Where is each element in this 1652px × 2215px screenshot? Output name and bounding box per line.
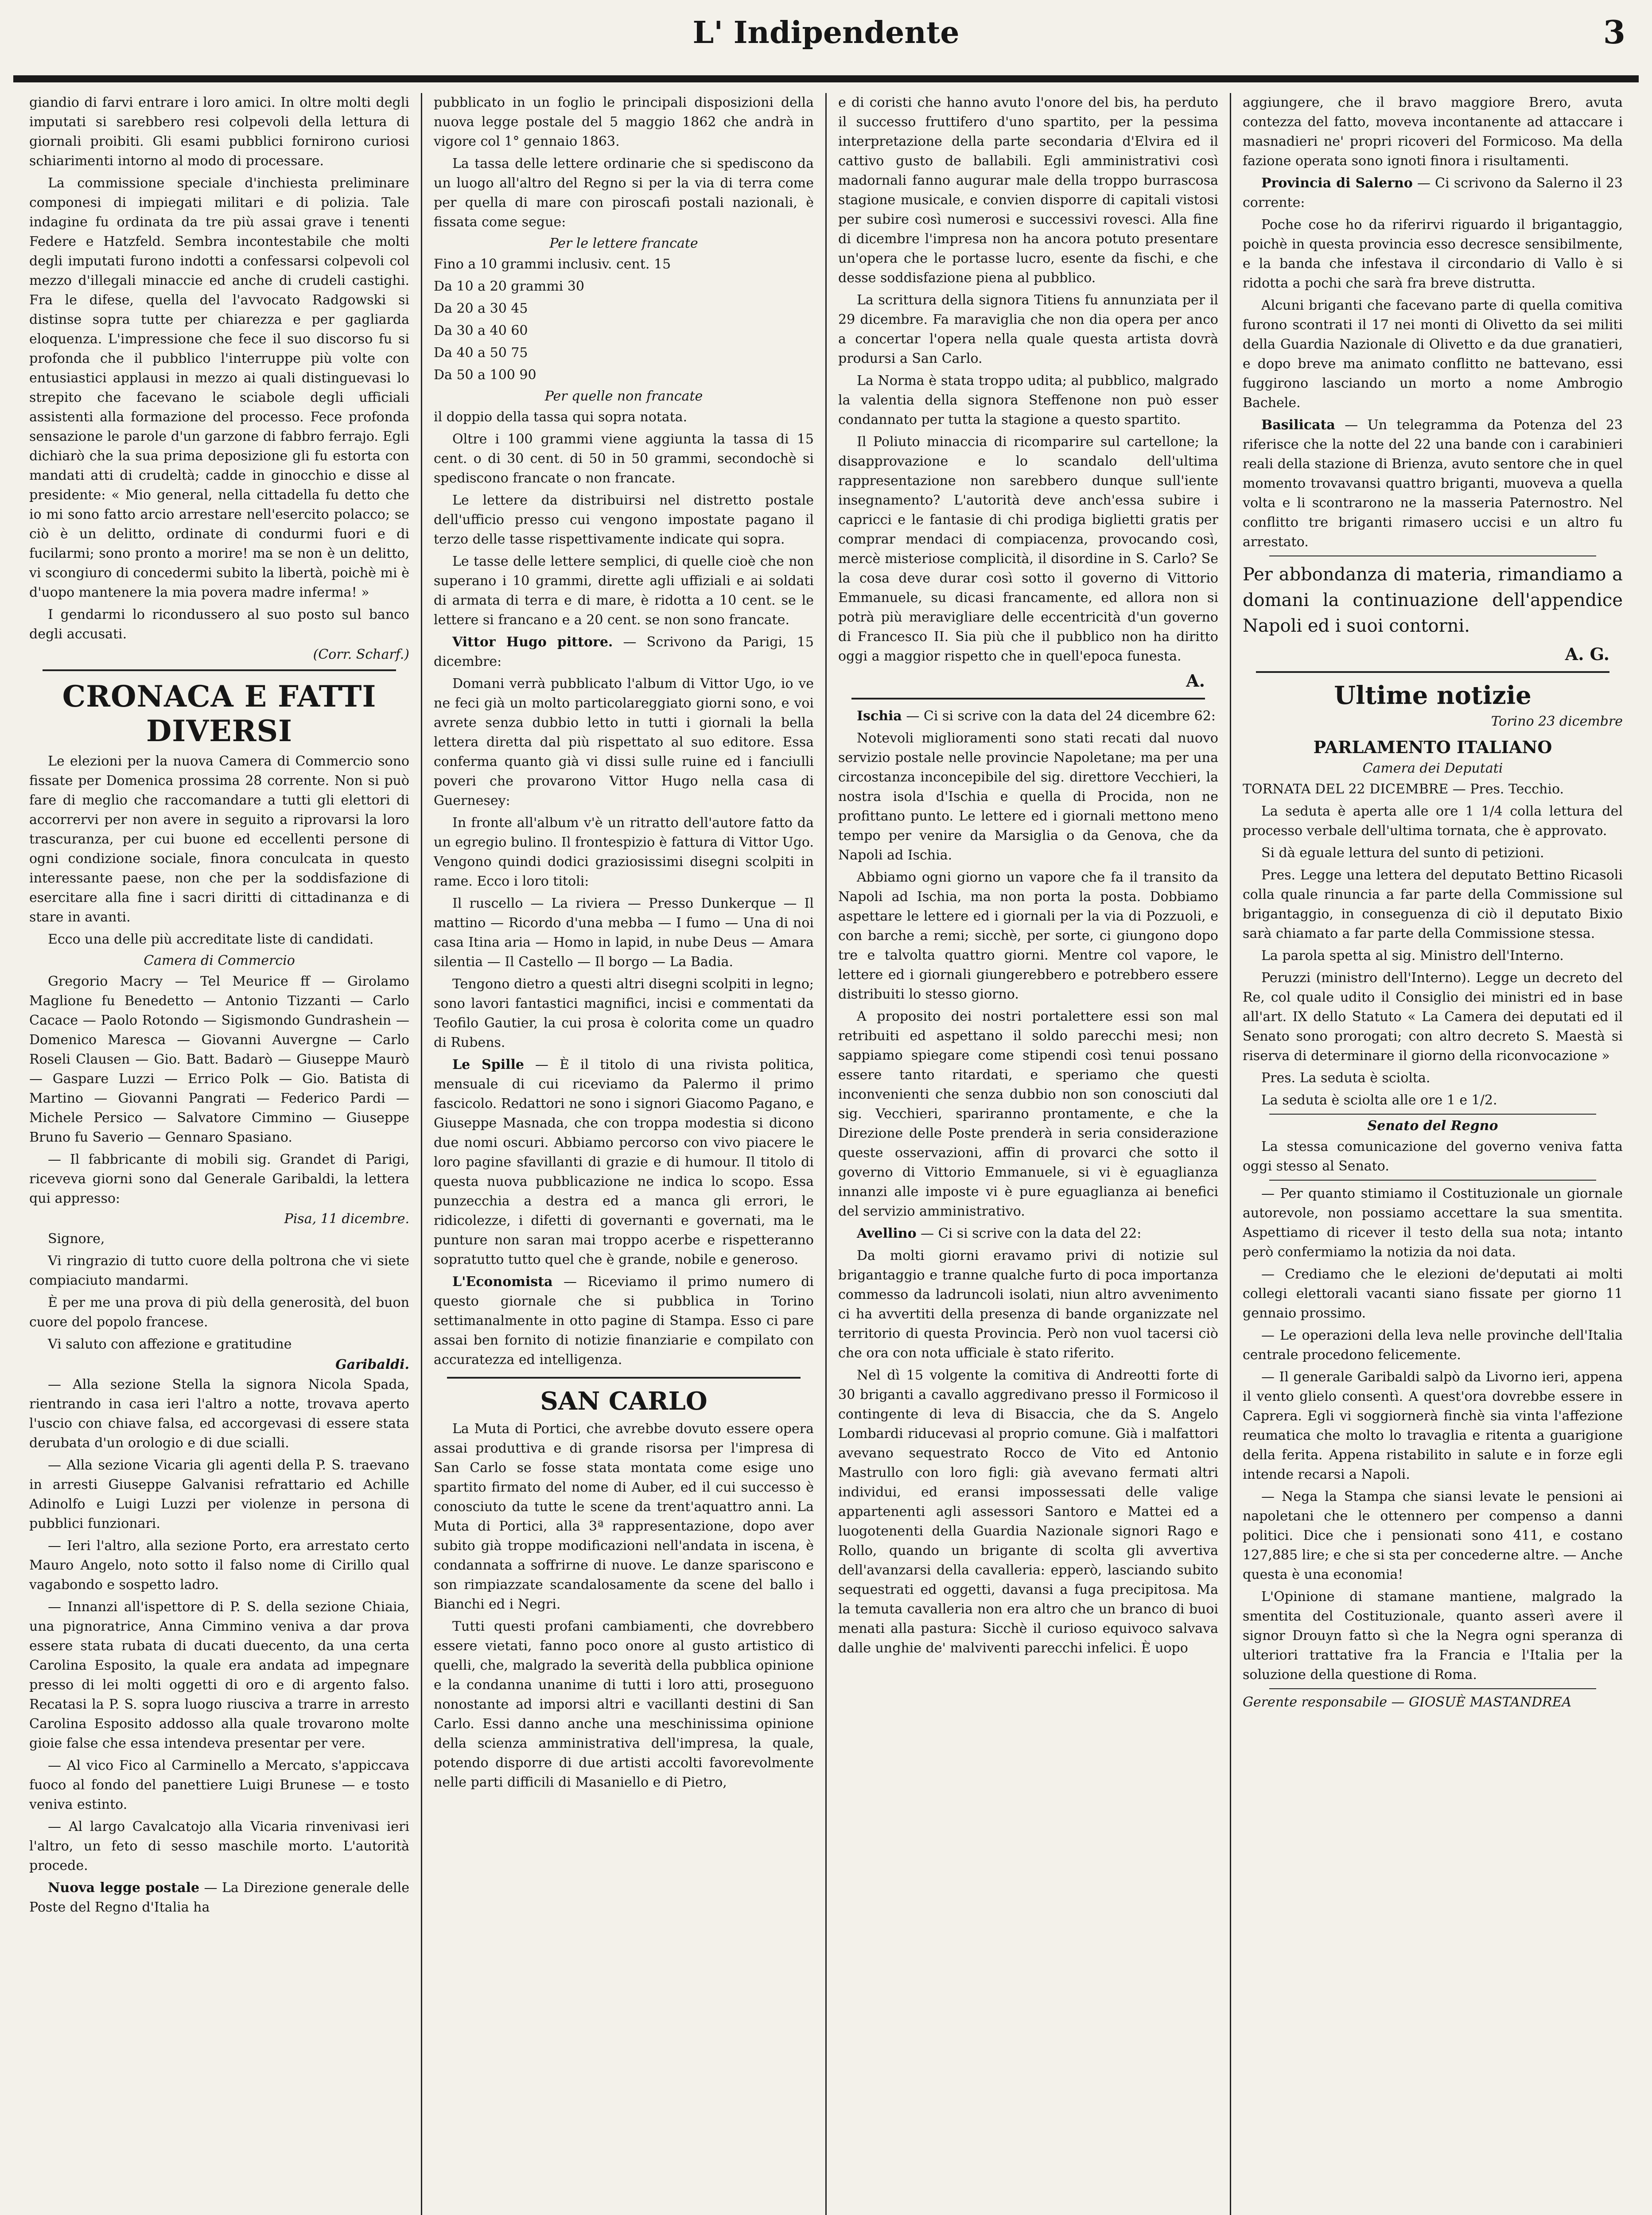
paragraph: giandio di farvi entrare i loro amici. In oltre molti degli imputati si sarebbero resi colpevoli della lettura di giornali proibiti. Gli esami pubblici fornirono curiosi schiarimenti intorno al modo di processare. — [29, 95, 409, 169]
tariff-heading: Per le lettere francate — [549, 236, 698, 251]
column-3 — [827, 93, 1231, 2215]
paragraph-ischia — [838, 707, 1218, 726]
paragraph: La scrittura della signora Titiens fu annunziata per il 29 dicembre. Fa maraviglia che non dia opera per anco a concertar l'opera nella quale questa artista dovrà prodursi a San Carlo. — [838, 292, 1218, 366]
paragraph: Oltre i 100 grammi viene aggiunta la tassa di 15 cent. o di 30 cent. di 50 in 50 grammi, secondochè si spediscono francate o non francate. — [434, 431, 814, 486]
paragraph: Si dà eguale lettura del sunto di petizioni. — [1261, 845, 1544, 861]
paragraph: La commissione speciale d'inchiesta preliminare componesi di impiegati militari e di polizia. Tale indagine fu ordinata da tre più assai grave i tenenti Federe e Hatzfeld. Sembra incontestabile che molti degli imputati furono indotti a confessarsi colpevoli col mezzo d'illegali minaccie ed anche di crudeli castighi. Fra le difese, quella del l'avvocato Radgowski si distinse sopra tutte per chiarezza e per gagliarda eloquenza. L'impressione che fece il suo discorso fu si profonda che il pubblico l'interruppe più volte con entusiastici applausi in mezzo ai quali distinguevasi lo strepito che facevano le sciabole degli ufficiali assistenti alla formazione del processo. Fece profonda sensazione le parole d'un garzone di fabbro ferrajo. Egli dichiarò che la sua prima deposizione gli fu estorta con mandati atti di crudeltà; cadde in ginocchio e disse al presidente: « Mio general, nella cittadella fu detto che io mi sono fatto arcio arrestare nell'esercito polacco; se ciò è un delitto, ordinate di condurmi fuori e di fucilarmi; sono pronto a morire! ma se non è un delitto, vi scongiuro di concedermi subito la libertà, poichè mi è d'uopo mantenere la mia povera madre inferma! » — [29, 175, 409, 600]
paragraph: Ecco una delle più accreditate liste di candidati. — [48, 932, 374, 947]
paragraph-economista — [434, 1272, 814, 1370]
paragraph: Tutti questi profani cambiamenti, che dovrebbero essere vietati, fanno poco onore al gusto artistico di quelli, che, malgrado la severità della pubblica opinione e la condanna unanime di tutti i loro atti, proseguono nonostante ad imporsi altri e vacillanti destini di San Carlo. Essi danno anche una meschinissima opinione della scienza amministrativa dell'impresa, la quale, potendo disporre di due artisti accolti favorevolmente nelle parti difficili di Masaniello e di Pietro, — [434, 1619, 814, 1790]
senato-heading: Senato del Regno — [1367, 1118, 1498, 1134]
gerente-line: Gerente responsabile — GIOSUÈ MASTANDREA — [1243, 1694, 1572, 1710]
paragraph: Nel dì 15 volgente la comitiva di Andreotti forte di 30 briganti a cavallo aggredivano presso il Formicoso il contingente di leva di Bisaccia, che da S. Angelo Lombardi riducevasi al proprio comune. Già i malfattori avevano sequestrato Rocco de Vito ed Antonio Mastrullo con loro figli: già avevano fermati altri individui, ed eransi impossessati delle valige appartenenti agli assessori Santoro e Mattei ed a luogotenenti della Guardia Nazionale signori Rago e Rollo, quando un brigante di scolta gli avvertiva dell'avanzarsi della cavalleria: epperò, lasciando subito sequestrati ed oggetti, davansi a fuga precipitosa. Ma la temuta cavalleria non era altro che un branco di buoi menati alla pastura: Sicchè il curioso equivoco salvava dalle unghie de' malviventi parecchi infelici. È uopo — [838, 1368, 1218, 1656]
section-title-ultime-notizie: Ultime notizie — [1334, 681, 1532, 710]
run-in-text: — Un telegramma da Potenza del 23 riferisce che la notte del 22 una bande con i carabinieri reali della stazione di Brienza, avuto sentore che in quel momento trovavansi quattro briganti, muoveva a quella volta e li scontrarono ne la masseria Paternostro. Nel conflitto tre briganti rimasero uccisi e un altro fu arrestato. — [1243, 417, 1623, 550]
tariff-row: Fino a 10 grammi inclusiv. cent. 15 — [434, 256, 671, 272]
paragraph: La seduta è sciolta alle ore 1 e 1/2. — [1261, 1092, 1497, 1108]
run-in-text: — Scrivono da Parigi, 15 dicembre: — [434, 634, 814, 669]
section-separator — [43, 669, 396, 671]
section-separator — [1269, 1180, 1596, 1181]
article-signature: A. — [1186, 671, 1205, 691]
section-title-cronaca: CRONACA E FATTI DIVERSI — [62, 679, 377, 748]
run-in-heading: Provincia di Salerno — [1261, 175, 1413, 191]
paragraph: Alcuni briganti che facevano parte di quella comitiva furono scontrati il 17 nei monti di Olivetto da sei militi della Guardia Nazionale di Olivetto e da due granatieri, e dopo breve ma animato conflitto ne battevano, essi fuggirono lasciando un morto a nome Ambrogio Bachele. — [1243, 298, 1623, 411]
run-in-text: — La Direzione generale delle Poste del Regno d'Italia ha — [29, 1880, 409, 1915]
section-title-parlamento: PARLAMENTO ITALIANO — [1313, 737, 1552, 757]
run-in-heading: Avellino — [857, 1226, 917, 1241]
paragraph: L'Opinione di stamane mantiene, malgrado la smentita del Costituzionale, quanto asserì avere il signor Drouyn fatto sì che la Negra ogni speranza di ulteriori trattative fra la Francia e l'Italia per la soluzione della questione di Roma. — [1243, 1589, 1623, 1683]
letter-body: Vi ringrazio di tutto cuore della poltrona che vi siete compiaciuto mandarmi. — [29, 1253, 409, 1288]
paragraph: La parola spetta al sig. Ministro dell'Interno. — [1261, 948, 1564, 964]
paragraph: Le elezioni per la nuova Camera di Commercio sono fissate per Domenica prossima 28 corrente. Non si può fare di meglio che raccomandare a tutti gli elettori di accorrervi per non avere in seguito a riprovarsi la loro trascuranza, per cui buone ed eccellenti persone di ogni condizione sociale, finora conculcata in questo interessante paese, non che per la soddisfazione di esercitare alla fine i sacri diritti di cittadinanza e di stare in avanti. — [29, 754, 409, 925]
paragraph: Poche cose ho da riferirvi riguardo il brigantaggio, poichè in questa provincia esso decresce sensibilmente, e la banda che infestava il circondario di Vallo è si ridotta a pochi che sarà fra breve distrutta. — [1243, 217, 1623, 291]
paragraph-basilicata — [1243, 416, 1623, 552]
paragraph: — Innanzi all'ispettore di P. S. della sezione Chiaia, una pignoratrice, Anna Cimmino veniva a dar prova essere stata rubata di ducati duecento, da una certa Carolina Esposito, la quale era andata ad impegnare presso di lei molti oggetti di oro e di argento falso. Recatasi la P. S. sopra luogo riusciva a trarre in arresto Carolina Esposito addosso alla quale trovarono molte gioie false che essa intendeva presentar per vere. — [29, 1599, 409, 1751]
column-1 — [18, 93, 422, 2215]
dateline: Torino 23 dicembre — [1491, 714, 1623, 729]
source-note: (Corr. Scharf.) — [313, 647, 409, 662]
tariff-row: Da 30 a 40 60 — [434, 323, 528, 338]
paragraph: — Per quanto stimiamo il Costituzionale un giornale autorevole, non possiamo accettare la sua smentita. Aspettiamo di ricever il testo della sua nota; intanto però confermiamo la notizia da noi data. — [1243, 1186, 1623, 1260]
paragraph-spille — [434, 1055, 814, 1270]
paragraph: — Alla sezione Vicaria gli agenti della P. S. traevano in arresti Giuseppe Galvanisi refrattario ed Achille Adinolfo e Luigi Luzzi per violenze in persona di pubblici funzionari. — [29, 1457, 409, 1531]
paragraph-victor-hugo — [434, 633, 814, 672]
paragraph: pubblicato in un foglio le principali disposizioni della nuova legge postale del 5 maggio 1862 che andrà in vigore col 1° gennaio 1863. — [434, 95, 814, 149]
tariff-row: Da 10 a 20 grammi 30 — [434, 279, 584, 294]
paragraph: e di coristi che hanno avuto l'onore del bis, ha perduto il successo fruttifero d'uno spartito, per la pessima interpretazione della parte secondaria d'Elvira ed il cattivo gusto de ballabili. Egli amministrativi così madornali fanno augurar male della troppo burrascosa stagione musicale, e convien disporre di capitali vistosi per subire così numerosi e successivi rovesci. Alla fine di dicembre l'impresa non ha ancora potuto presentare un'opera che le portasse lucro, esente da fischi, e che desse soddisfazione piena al pubblico. — [838, 95, 1218, 286]
letter-body: Vi saluto con affezione e gratitudine — [48, 1337, 292, 1352]
paragraph: La Muta di Portici, che avrebbe dovuto essere opera assai produttiva e di grande risorsa per l'impresa di San Carlo se fosse stata montata come esige uno spartito firmato del nome di Auber, ed il cui successo è conosciuto da tutte le scene da trent'aquattro anni. La Muta di Portici, alla 3ª rappresentazione, dopo aver subito già troppe modificazioni nell'andata in iscena, è condannata a soffrirne di nuove. Le danze spariscono e son rimpiazzate scandalosamente da scene del ballo i Bianchi ed i Negri. — [434, 1421, 814, 1612]
paragraph: La Norma è stata troppo udita; al pubblico, malgrado la valentia della signora Steffenone non può esser condannato per tutta la stagione a questo spartito. — [838, 373, 1218, 427]
letter-body: È per me una prova di più della generosità, del buon cuore del popolo francese. — [29, 1295, 409, 1330]
letter-date: Pisa, 11 dicembre. — [284, 1211, 409, 1227]
section-separator — [851, 698, 1205, 699]
paragraph: Il ruscello — La riviera — Presso Dunkerque — Il mattino — Ricordo d'una mebba — I fumo — Una di noi casa Itina aria — Homo in lapid, in nube Deus — Amara silentia — Il Castello — Il borgo — La Badia. — [434, 896, 814, 970]
paragraph: Pres. La seduta è sciolta. — [1261, 1070, 1430, 1086]
tariff-row: Da 40 a 50 75 — [434, 345, 528, 361]
run-in-text: — Ci si scrive con la data del 22: — [916, 1226, 1142, 1241]
masthead-title: L' Indipendente — [692, 15, 960, 51]
section-separator — [447, 1377, 801, 1379]
paragraph: — Ieri l'altro, alla sezione Porto, era arrestato certo Mauro Angelo, noto sotto il falso nome di Cirillo qual vagabondo e sospetto ladro. — [29, 1538, 409, 1593]
run-in-heading: Le Spille — [452, 1057, 525, 1073]
paragraph: Abbiamo ogni giorno un vapore che fa il transito da Napoli ad Ischia, ma non porta la posta. Dobbiamo aspettare le lettere ed i giornali per la via di Pozzuoli, e con barche a remi; sicchè, per sorte, ci giungono dopo tre e talvolta quattro giorni. Mentre col vapore, le lettere ed i giornali giungerebbero e potrebbero essere distribuiti lo stesso giorno. — [838, 870, 1218, 1002]
paragraph: — Il fabbricante di mobili sig. Grandet di Parigi, riceveva giorni sono dal Generale Garibaldi, la lettera qui appresso: — [29, 1152, 409, 1206]
page-number: 3 — [1603, 13, 1625, 51]
paragraph-avellino — [838, 1224, 1218, 1244]
paragraph: Notevoli miglioramenti sono stati recati dal nuovo servizio postale nelle provincie Napoletane; ma per una circostanza inconcepibile del sig. direttore Vecchieri, la nostra isola d'Ischia e quella di Procida, non ne profittano punto. Le lettere ed i giornali mettono meno tempo per venire da Marsiglia o da Genova, che da Napoli ad Ischia. — [838, 731, 1218, 863]
paragraph: Peruzzi (ministro dell'Interno). Legge un decreto del Re, col quale udito il Consiglio dei ministri ed in base all'art. IX dello Statuto « La Camera dei deputati ed il Senato sono prorogati; con altro decreto S. Maestà si riserva di determinare il giorno della riconvocazione » — [1243, 970, 1623, 1064]
tariff-row: Da 50 a 100 90 — [434, 367, 536, 383]
tariff-row: Da 20 a 30 45 — [434, 301, 528, 316]
page-header — [18, 11, 1634, 77]
paragraph: In fronte all'album v'è un ritratto dell'autore fatto da un egregio bulino. Il frontespizio è fattura di Vittor Ugo. Vengono quindi dodici graziosissimi disegni scolpiti in rame. Ecco i loro titoli: — [434, 815, 814, 889]
run-in-text: — Ci scrivono da Salerno il 23 corrente: — [1243, 175, 1623, 210]
tariff-heading: Per quelle non francate — [544, 389, 703, 404]
paragraph: A proposito dei nostri portalettere essi son mal retribuiti ed aspettano il soldo parecchi mesi; non sappiamo spiegare come stipendi così tenui possano essere tanto ritardati, e speriamo che questi inconvenienti che senza dubbio non son conosciuti dal sig. Vecchieri, spariranno prontamente, e che la Direzione delle Poste prenderà in seria considerazione queste osservazioni, affin di provarci che sotto il governo di Vittorio Emmanuele, si vi è eguaglianza innanzi alle imposte vi è pure eguaglianza ai benefici del servizio amministrativo. — [838, 1009, 1218, 1219]
run-in-heading: Ischia — [857, 708, 902, 724]
paragraph: aggiungere, che il bravo maggiore Brero, avuta contezza del fatto, moveva incontanente ad attaccare i masnadieri ne' propri ricoveri del Formicoso. Ma della fazione operata sono ignoti finora i risultamenti. — [1243, 95, 1623, 169]
header-rule — [13, 75, 1639, 82]
paragraph: Il Poliuto minaccia di ricomparire sul cartellone; la disapprovazione e lo scandalo dell'ultima rappresentazione non sarebbero dunque sull'iente insegnamento? L'autorità deve anch'essa subire i capricci e le fantasie di chi prodiga biglietti gratis per comprar mendaci di compiacenza, provocando così, mercè misteriose complicità, il disordine in S. Carlo? Se la cosa deve durar così sotto il governo di Vittorio Emmanuele, su dicasi francamente, ed allora non si potrà più meravigliare delle eccentricità d'un governo di Francesco II. Sia più che il pubblico non ha diritto oggi a maggior rispetto che in quell'epoca funesta. — [838, 434, 1218, 664]
paragraph: La tassa delle lettere ordinarie che si spediscono da un luogo all'altro del Regno si per la via di terra come per quella di mare con piroscafi postali nazionali, è fissata come segue: — [434, 156, 814, 230]
paragraph-salerno — [1243, 174, 1623, 213]
notice-signature: A. G. — [1565, 644, 1609, 664]
letter-signature: Garibaldi. — [335, 1357, 409, 1372]
paragraph: Pres. Legge una lettera del deputato Bettino Ricasoli colla quale rinuncia a far parte della Commissione sul brigantaggio, in conseguenza di ciò il deputato Bixio sarà chiamato a far parte della Commissione stessa. — [1243, 867, 1623, 941]
run-in-heading: L'Economista — [452, 1274, 553, 1290]
section-separator — [1269, 1688, 1596, 1689]
paragraph: Da molti giorni eravamo privi di notizie sul brigantaggio e tranne qualche furto di poca importanza commesso da ladruncoli isolati, niun altro avvenimento ci ha avvertiti della presenza di bande organizzate nel territorio di questa Provincia. Però non vuol tacersi ciò che ora con nota ufficiale è stato riferito. — [838, 1248, 1218, 1361]
column-4 — [1231, 93, 1634, 2215]
paragraph: — Alla sezione Stella la signora Nicola Spada, rientrando in casa ieri l'altro a notte, trovava aperto l'uscio con chiave falsa, ed accorgevasi di essere stata derubata d'un orologio e di due scialli. — [29, 1377, 409, 1451]
commerce-heading: Camera di Commercio — [144, 953, 295, 968]
section-separator — [1256, 671, 1609, 673]
paragraph: Le lettere da distribuirsi nel distretto postale dell'ufficio presso cui vengono impostate pagano il terzo delle tasse rispettivamente indicate qui sopra. — [434, 493, 814, 547]
letter-salutation: Signore, — [48, 1231, 105, 1247]
paragraph: I gendarmi lo ricondussero al suo posto sul banco degli accusati. — [29, 607, 409, 642]
run-in-heading: Nuova legge postale — [48, 1880, 200, 1896]
run-in-text: — Ci si scrive con la data del 24 dicembre 62: — [902, 708, 1216, 724]
paragraph: Domani verrà pubblicato l'album di Vittor Ugo, io ve ne feci già un molto particolareggiato giorni sono, e voi avrete senza dubbio letto in tutti i giornali la bella lettera diretta dal più rispettato al suo editore. Essa conferma quanto già vi dissi sulle ruine ed i fanciulli poveri che provarono Vittor Hugo nella casa di Guernesey: — [434, 676, 814, 808]
paragraph: Tengono dietro a questi altri disegni scolpiti in legno; sono lavori fantastici magnifici, incisi e commentati da Teofilo Gautier, la cui prosa è colorita come un quadro di Rubens. — [434, 976, 814, 1050]
paragraph: — Le operazioni della leva nelle provinche dell'Italia centrale procedono felicemente. — [1243, 1328, 1623, 1363]
paragraph-legge-postale — [29, 1878, 409, 1917]
paragraph: La seduta è aperta alle ore 1 1/4 colla lettura del processo verbale dell'ultima tornata, che è approvato. — [1243, 804, 1623, 839]
camera-heading: Camera dei Deputati — [1362, 761, 1503, 776]
paragraph: — Al largo Cavalcatojo alla Vicaria rinvenivasi ieri l'altro, un feto di sesso maschile morto. L'autorità procede. — [29, 1819, 409, 1873]
notice-abbondanza: Per abbondanza di materia, rimandiamo a domani la continuazione dell'appendice Napoli ed i suoi contorni. — [1243, 564, 1623, 636]
candidate-list: Gregorio Macry — Tel Meurice ff — Girolamo Maglione fu Benedetto — Antonio Tizzanti — Carlo Cacace — Paolo Rotondo — Sigismondo Gundrashein — Domenico Maresca — Giovanni Auvergne — Carlo Roseli Clausen — Gio. Batt. Badarò — Giuseppe Maurò — Gaspare Luzzi — Errico Polk — Gio. Batista di Martino — Giovanni Pangrati — Federico Pardi — Michele Persico — Salvatore Cimmino — Giuseppe Bruno fu Saverio — Gennaro Spasiano. — [29, 974, 409, 1145]
run-in-text: — È il titolo di una rivista politica, mensuale di cui riceviamo da Palermo il primo fascicolo. Redattori ne sono i signori Giacomo Pagano, e Giuseppe Masnada, che con troppa modestia si dicono due nomi oscuri. Abbiamo percorso con vivo piacere le loro pagine sfavillanti di grazie e di humour. Il titolo di questa nuova pubblicazione ne indica lo scopo. Essa punzecchia a destra ed a manca gli errori, le ridicolezze, i difetti di governanti e governati, ma le punture non saran mai troppo acerbe e rispetteranno sopratutto tutto quel che è grande, nobile e generoso. — [434, 1057, 814, 1267]
section-separator — [1269, 1114, 1596, 1115]
paragraph: — Al vico Fico al Carminello a Mercato, s'appiccava fuoco al fondo del panettiere Luigi Brunese — e tosto veniva estinto. — [29, 1758, 409, 1812]
run-in-heading: Basilicata — [1261, 417, 1335, 433]
paragraph: — Nega la Stampa che siansi levate le pensioni ai napoletani che le ottennero per compenso a danni politici. Dice che i pensionati sono 411, e costano 127,885 lire; e che si sta per concederne altre. — Anche questa è una economia! — [1243, 1489, 1623, 1582]
paragraph: — Il generale Garibaldi salpò da Livorno ieri, appena il vento glielo consentì. A quest'ora dovrebbe essere in Caprera. Egli vi soggiornerà finchè sia vinta l'affezione reumatica che molto lo travaglia e ritenta a guarigione della ferita. Appena ristabilito in salute e in forze egli intende recarsi a Napoli. — [1243, 1369, 1623, 1482]
paragraph: Le tasse delle lettere semplici, di quelle cioè che non superano i 10 grammi, dirette agli uffiziali e ai soldati di armata di terra e di mare, è ridotta a 10 cent. se le lettere si francano e a 20 cent. se non sono francate. — [434, 554, 814, 628]
columns — [18, 93, 1634, 2215]
paragraph: La stessa comunicazione del governo veniva fatta oggi stesso al Senato. — [1243, 1139, 1623, 1174]
run-in-text: — Riceviamo il primo numero di questo giornale che si pubblica in Torino settimanalmente in otto pagine di Stampa. Esso ci pare assai ben fornito di notizie finanziarie e compilato con accuratezza ed intelligenza. — [434, 1274, 814, 1368]
section-title-san-carlo: SAN CARLO — [540, 1387, 707, 1416]
tornata-line: TORNATA DEL 22 DICEMBRE — Pres. Tecchio. — [1243, 781, 1564, 797]
column-2 — [422, 93, 827, 2215]
paragraph: il doppio della tassa qui sopra notata. — [434, 409, 688, 425]
paragraph: — Crediamo che le elezioni de'deputati ai molti collegi elettorali vacanti siano fissate per giorno 11 gennaio prossimo. — [1243, 1267, 1623, 1321]
run-in-heading: Vittor Hugo pittore. — [452, 634, 613, 650]
